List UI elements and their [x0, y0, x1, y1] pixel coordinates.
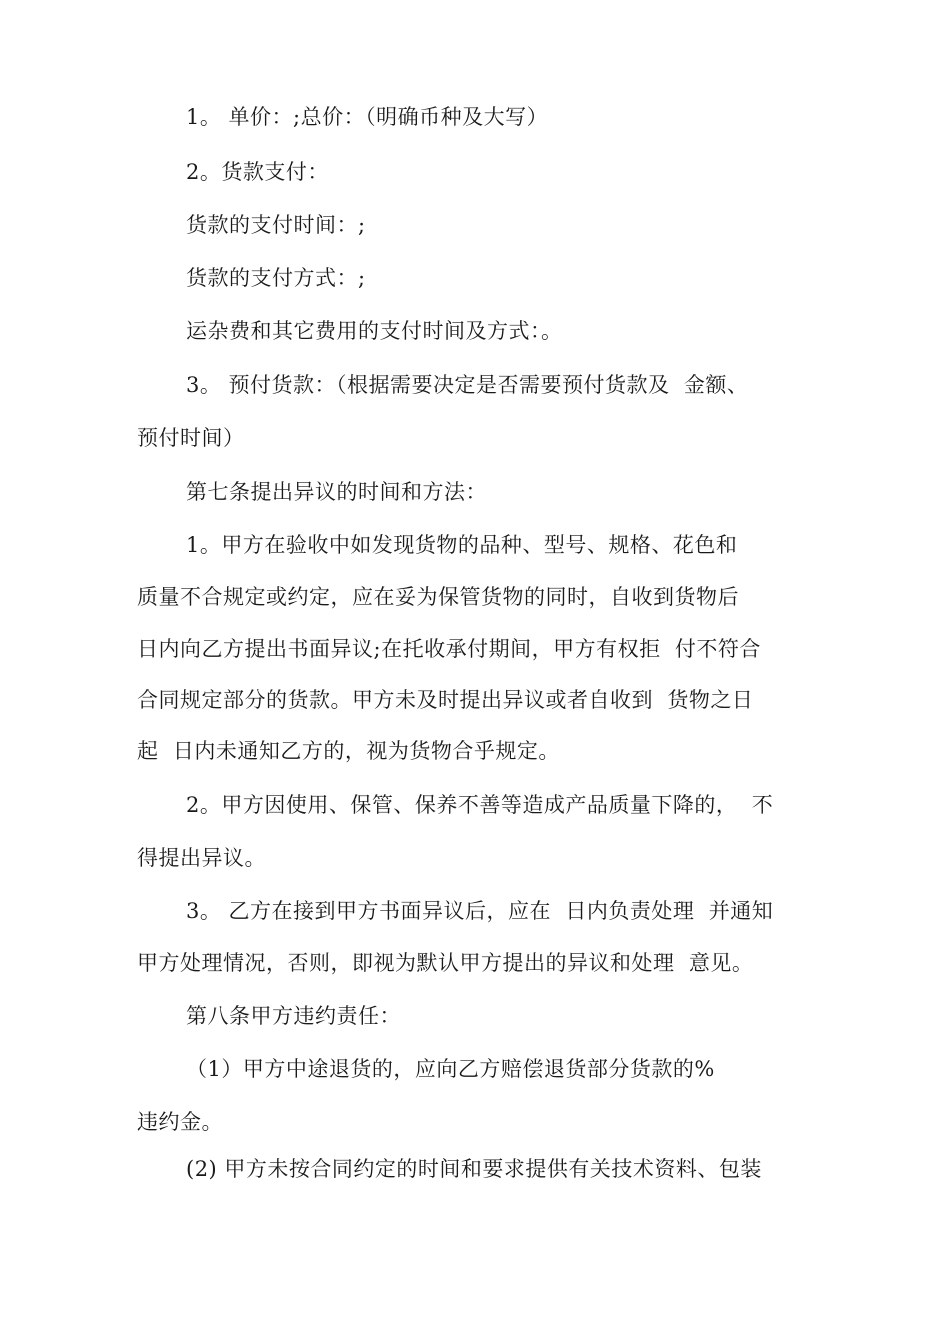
text-line-payment: 2。货款支付： [186, 160, 329, 184]
text-line-art8-1: （1）甲方中途退货的，应向乙方赔偿退货部分货款的% [186, 1057, 715, 1081]
text-line-price: 1。 单价：;总价：（明确币种及大写） [186, 105, 549, 129]
text-line-art7-3-cont: 甲方处理情况，否则，即视为默认甲方提出的异议和处理 意见。 [137, 951, 754, 975]
text-line-art7-1-cont2: 日内向乙方提出书面异议;在托收承付期间，甲方有权拒 付不符合 [137, 637, 761, 661]
text-line-prepayment-cont: 预付时间） [137, 426, 245, 450]
text-line-art7-1-cont4: 起 日内未通知乙方的，视为货物合乎规定。 [137, 739, 560, 763]
text-line-art7-1-cont3: 合同规定部分的货款。甲方未及时提出异议或者自收到 货物之日 [137, 688, 754, 712]
text-line-art7-1: 1。甲方在验收中如发现货物的品种、型号、规格、花色和 [186, 533, 738, 557]
heading-article-8: 第八条甲方违约责任： [186, 1004, 401, 1028]
text-line-art7-1-cont1: 质量不合规定或约定，应在妥为保管货物的同时，自收到货物后 [137, 585, 739, 609]
text-line-art8-2: (2) 甲方未按合同约定的时间和要求提供有关技术资料、包装 [186, 1157, 762, 1181]
text-line-art7-2: 2。甲方因使用、保管、保养不善等造成产品质量下降的， 不 [186, 793, 774, 817]
text-line-art8-1-cont: 违约金。 [137, 1110, 223, 1134]
text-line-payment-method: 货款的支付方式：; [186, 266, 366, 290]
text-line-prepayment: 3。 预付货款：（根据需要决定是否需要预付货款及 金额、 [186, 373, 749, 397]
heading-article-7: 第七条提出异议的时间和方法： [186, 480, 487, 504]
text-line-art7-3: 3。 乙方在接到甲方书面异议后，应在 日内负责处理 并通知 [186, 899, 774, 923]
text-line-freight: 运杂费和其它费用的支付时间及方式：。 [186, 319, 563, 343]
text-line-payment-time: 货款的支付时间：; [186, 213, 366, 237]
text-line-art7-2-cont: 得提出异议。 [137, 846, 266, 870]
